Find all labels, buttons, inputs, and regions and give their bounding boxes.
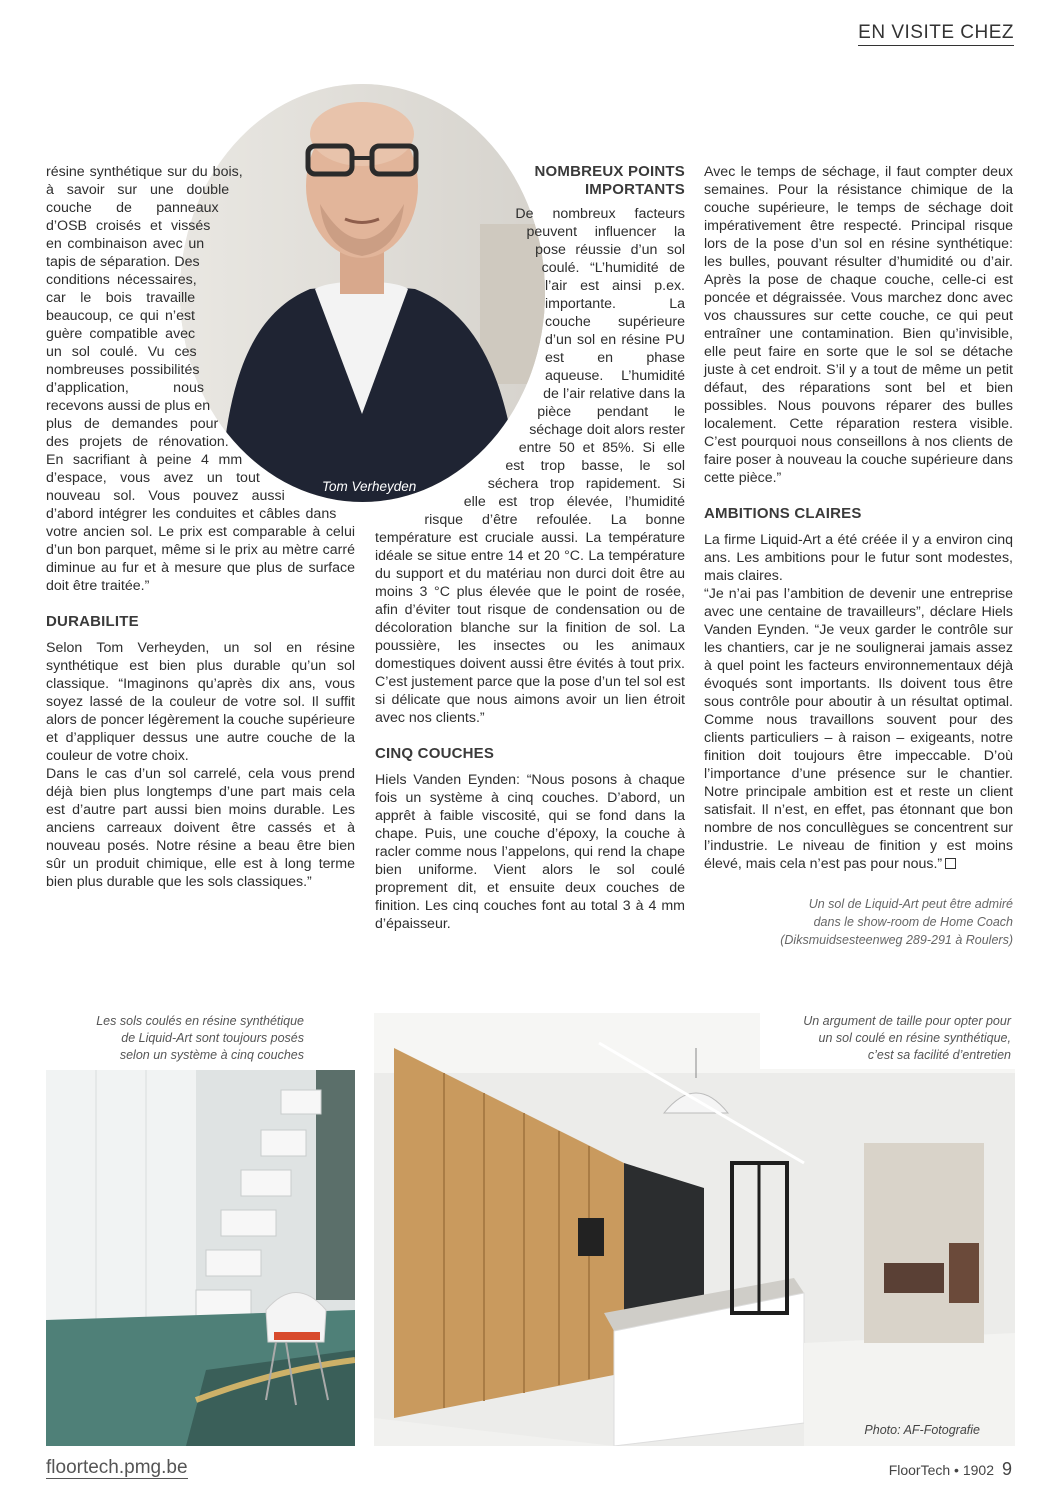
section-tag: EN VISITE CHEZ — [858, 22, 1014, 46]
staircase-caption-line-3: selon un système à cinq couches — [119, 1048, 304, 1062]
col2-paragraph-1: De nombreux facteurs peuvent influencer la pose réussie d’un sol coulé. “L’humidité de l’air est ainsi p.ex. importante. La couche supérieure d’un sol en résine PU est en phase aqueuse. L’humidité de l’air relative dans la pièce pendant le séchage doit alors rester entre 50 et 85%. Si elle est trop basse, le sol séchera trop rapidement. Si elle est trop élevée, l’humidité risque d’être refoulée. La bonne température est cruciale aussi. La température idéale se situe entre 14 et 20 °C. La température du support et du matériau non durci doit être au moins 3 °C plus élevée que le point de rosée, afin d’éviter tout risque de condensation ou de décoloration blanche sur la finition de sol. La poussière, les insectes ou les animaux domestiques doivent aussi être évités à tout prix. C’est justement parce que la pose d’un tel sol est si délicate que nous aimons avoir un lien étroit avec nos clients.” — [375, 206, 685, 726]
portrait-caption: Tom Verheyden — [322, 479, 417, 494]
website-link[interactable]: floortech.pmg.be — [46, 1457, 188, 1478]
end-of-article-icon — [945, 858, 956, 869]
col1-paragraph-2: Selon Tom Verheyden, un sol en résine synthétique est bien plus durable qu’un sol classique. “Imaginons qu’après dix ans, vous soyez lassé de la couleur de votre sol. Il suffit alors de poncer légèrement la couche supérieure et d’appliquer dessus une autre couche de la couleur de votre choix. — [46, 640, 355, 764]
kitchen-caption — [760, 1013, 1015, 1069]
kitchen-caption-line-1: Un argument de taille pour opter pour — [803, 1014, 1011, 1028]
staircase-caption — [46, 1013, 308, 1069]
showroom-caption-line-1: Un sol de Liquid-Art peut être admiré — [808, 897, 1013, 911]
column-3 — [704, 163, 1013, 949]
issue-label: FloorTech • 1902 — [888, 1462, 994, 1478]
staircase-caption-line-2: de Liquid-Art sont toujours posés — [121, 1031, 304, 1045]
staircase-photo — [46, 1070, 355, 1446]
kitchen-photo — [374, 1013, 1015, 1446]
col3-paragraph-3-text: “Je n’ai pas l’ambition de devenir une entreprise avec une centaine de travailleurs”, déclare Hiels Vanden Eynden. “Je veux garder le contrôle sur les chantiers, car je ne soulignerai jamais assez à quel point les facteurs environnementaux déjà évoqués sont importants. Ils doivent tous être sous contrôle pour aboutir à un résultat optimal. Comme nous travaillons souvent pour des clients particuliers – à raison – exigeants, notre finition doit toujours être impeccable. D’où l’importance d’une présence sur le chantier. Notre principale ambition est et reste un client satisfait. Il n’est, en effet, pas étonnant que bon nombre de nos concullègues se concentrent sur l’industrie. Le niveau de finition y est moins élevé, mais cela n’est pas pour nous.” — [704, 586, 1013, 872]
col1-paragraph-1: résine synthétique sur du bois, à savoir sur une double couche de panneaux d’OSB croisés et vissés en combinaison avec un tapis de séparation. Des conditions nécessaires, car le bois travaille beaucoup, ce qui n’est guère compatible avec un sol coulé. Vu ces nombreuses possibilités d’application, nous recevons aussi de plus en plus de demandes pour des projets de rénovation. En sacrifiant à peine 4 mm d’espace, vous avez un tout nouveau sol. Vous pouvez aussi d’abord intégrer les conduites et câbles dans votre ancien sol. Le prix est comparable à celui d’un bon parquet, même si le prix au mètre carré diminue au fur et à mesure que plus de surface doit être traitée.” — [46, 164, 355, 594]
showroom-caption-line-2: dans le show-room de Home Coach — [813, 915, 1013, 929]
column-2 — [375, 163, 685, 933]
photo-credit: Photo: AF-Fotografie — [864, 1423, 980, 1437]
column-1 — [46, 163, 355, 891]
col2-paragraph-2: Hiels Vanden Eynden: “Nous posons à chaque fois un système à cinq couches. D’abord, un apprêt à faible viscosité, qui se fond dans la chape. Puis, une couche d’époxy, la couche à racler comme nous l’appelons, qui rend la chape bien uniforme. Vient alors le sol coulé proprement dit, et ensuite deux couches de finition. Les cinq couches font au total 3 à 4 mm d’épaisseur. — [375, 772, 685, 932]
col3-paragraph-1: Avec le temps de séchage, il faut compter deux semaines. Pour la résistance chimique de la couche supérieure, le temps de séchage doit impérativement être respecté. Principal risque lors de la pose d’un sol en résine synthétique: les bulles, pouvant résulter d’humidité ou d’air. Après la pose de chaque couche, celle-ci est poncée et dégraissée. Vous marchez donc avec vos chaussures sur cette couche, ce qui peut entraîner une contamination. Bien qu’invisible, elle peut faire en sorte que le sol se détache juste à cet endroit. S’il y a tout de même un petit défaut, des réparations sont bel et bien possibles. Nous pouvons réparer des bulles localement. Cette réparation restera visible. C’est pourquoi nous conseillons à nos clients de faire poser à nouveau la couche supérieure dans cette pièce.” — [704, 164, 1013, 486]
heading-ambitions-claires: AMBITIONS CLAIRES — [704, 505, 862, 522]
heading-cinq-couches: CINQ COUCHES — [375, 745, 495, 762]
heading-durabilite: DURABILITE — [46, 613, 139, 630]
showroom-caption-line-3: (Diksmuidsesteenweg 289-291 à Roulers) — [780, 933, 1013, 947]
staircase-caption-line-1: Les sols coulés en résine synthétique — [96, 1014, 304, 1028]
kitchen-caption-line-3: c’est sa facilité d’entretien — [867, 1048, 1011, 1062]
kitchen-caption-line-2: un sol coulé en résine synthétique, — [818, 1031, 1011, 1045]
col3-paragraph-2: La firme Liquid-Art a été créée il y a environ cinq ans. Les ambitions pour le futur sont modestes, mais claires. — [704, 532, 1013, 584]
col3-paragraph-3 — [704, 585, 1013, 873]
page-number: 9 — [1001, 1459, 1012, 1479]
footer-issue — [889, 1459, 1012, 1480]
heading-nombreux-points: NOMBREUX POINTS IMPORTANTS — [534, 163, 685, 198]
col1-paragraph-3: Dans le cas d’un sol carrelé, cela vous prend déjà bien plus longtemps d’une part mais cela est d’autre part aussi bien moins durable. Les anciens carreaux doivent être cassés et à nouveau posés. Notre résine a beau être bien sûr un produit chimique, elle est à long terme bien plus durable que les sols classiques.” — [46, 766, 355, 890]
